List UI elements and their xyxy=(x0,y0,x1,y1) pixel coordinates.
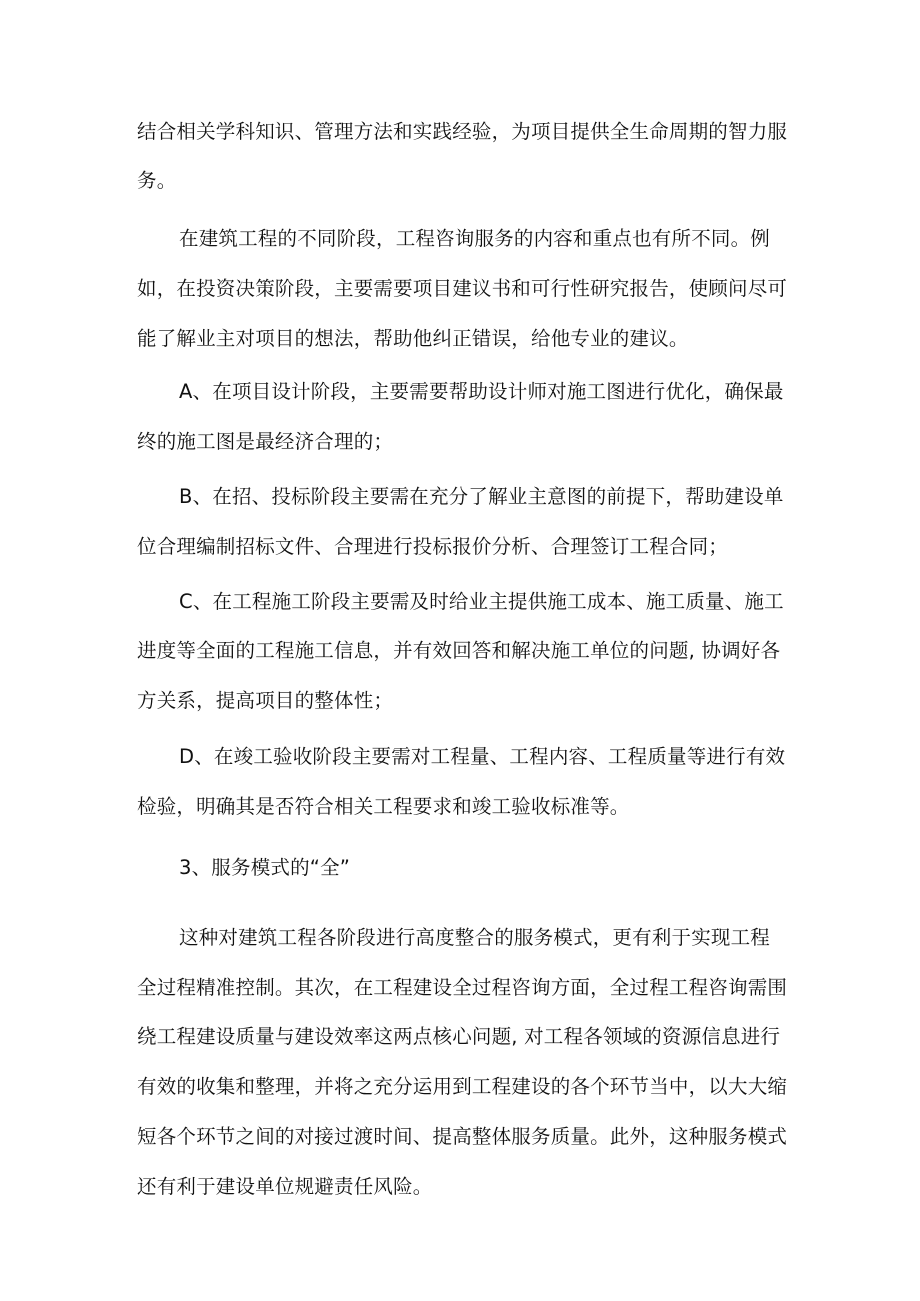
item-d-line-1: D、在竣工验收阶段主要需对工程量、工程内容、工程质量等进行有效 xyxy=(179,745,786,768)
item-c-line-2: 进度等全面的工程施工信息，并有效回答和解决施工单位的问题, 协调好各 xyxy=(137,639,781,662)
item-b-line-1: B、在招、投标阶段主要需在充分了解业主意图的前提下，帮助建设单 xyxy=(179,485,784,508)
item-d-line-2: 检验，明确其是否符合相关工程要求和竣工验收标准等。 xyxy=(137,795,630,818)
paragraph-3-line-1: 这种对建筑工程各阶段进行高度整合的服务模式，更有利于实现工程 xyxy=(179,926,771,949)
item-c-line-1: C、在工程施工阶段主要需及时给业主提供施工成本、施工质量、施工 xyxy=(179,590,784,613)
item-c-line-3: 方关系，提高项目的整体性； xyxy=(137,689,394,712)
paragraph-1-line-1: 结合相关学科知识、管理方法和实践经验，为项目提供全生命周期的智力服 xyxy=(137,120,788,143)
paragraph-3-line-6: 还有利于建设单位规避责任风险。 xyxy=(137,1175,433,1198)
paragraph-2-line-3: 能了解业主对项目的想法，帮助他纠正错误，给他专业的建议。 xyxy=(137,327,689,350)
item-b-line-2: 位合理编制招标文件、合理进行投标报价分析、合理签订工程合同； xyxy=(137,535,729,558)
paragraph-3-line-3: 绕工程建设质量与建设效率这两点核心问题, 对工程各领域的资源信息进行 xyxy=(137,1025,781,1048)
item-a-line-1: A、在项目设计阶段，主要需要帮助设计师对施工图进行优化，确保最 xyxy=(179,380,784,403)
paragraph-3-line-2: 全过程精准控制。其次，在工程建设全过程咨询方面，全过程工程咨询需围 xyxy=(137,976,788,999)
section-heading: 3、服务模式的“全” xyxy=(179,856,351,879)
paragraph-1-line-2: 务。 xyxy=(137,169,177,192)
paragraph-3-line-5: 短各个环节之间的对接过渡时间、提高整体服务质量。此外，这种服务模式 xyxy=(137,1125,788,1148)
item-a-line-2: 终的施工图是最经济合理的； xyxy=(137,430,394,453)
paragraph-2-line-1: 在建筑工程的不同阶段，工程咨询服务的内容和重点也有所不同。例 xyxy=(179,227,771,250)
paragraph-3-line-4: 有效的收集和整理，并将之充分运用到工程建设的各个环节当中，以大大缩 xyxy=(137,1075,788,1098)
paragraph-2-line-2: 如，在投资决策阶段，主要需要项目建议书和可行性研究报告，使顾问尽可 xyxy=(137,277,788,300)
